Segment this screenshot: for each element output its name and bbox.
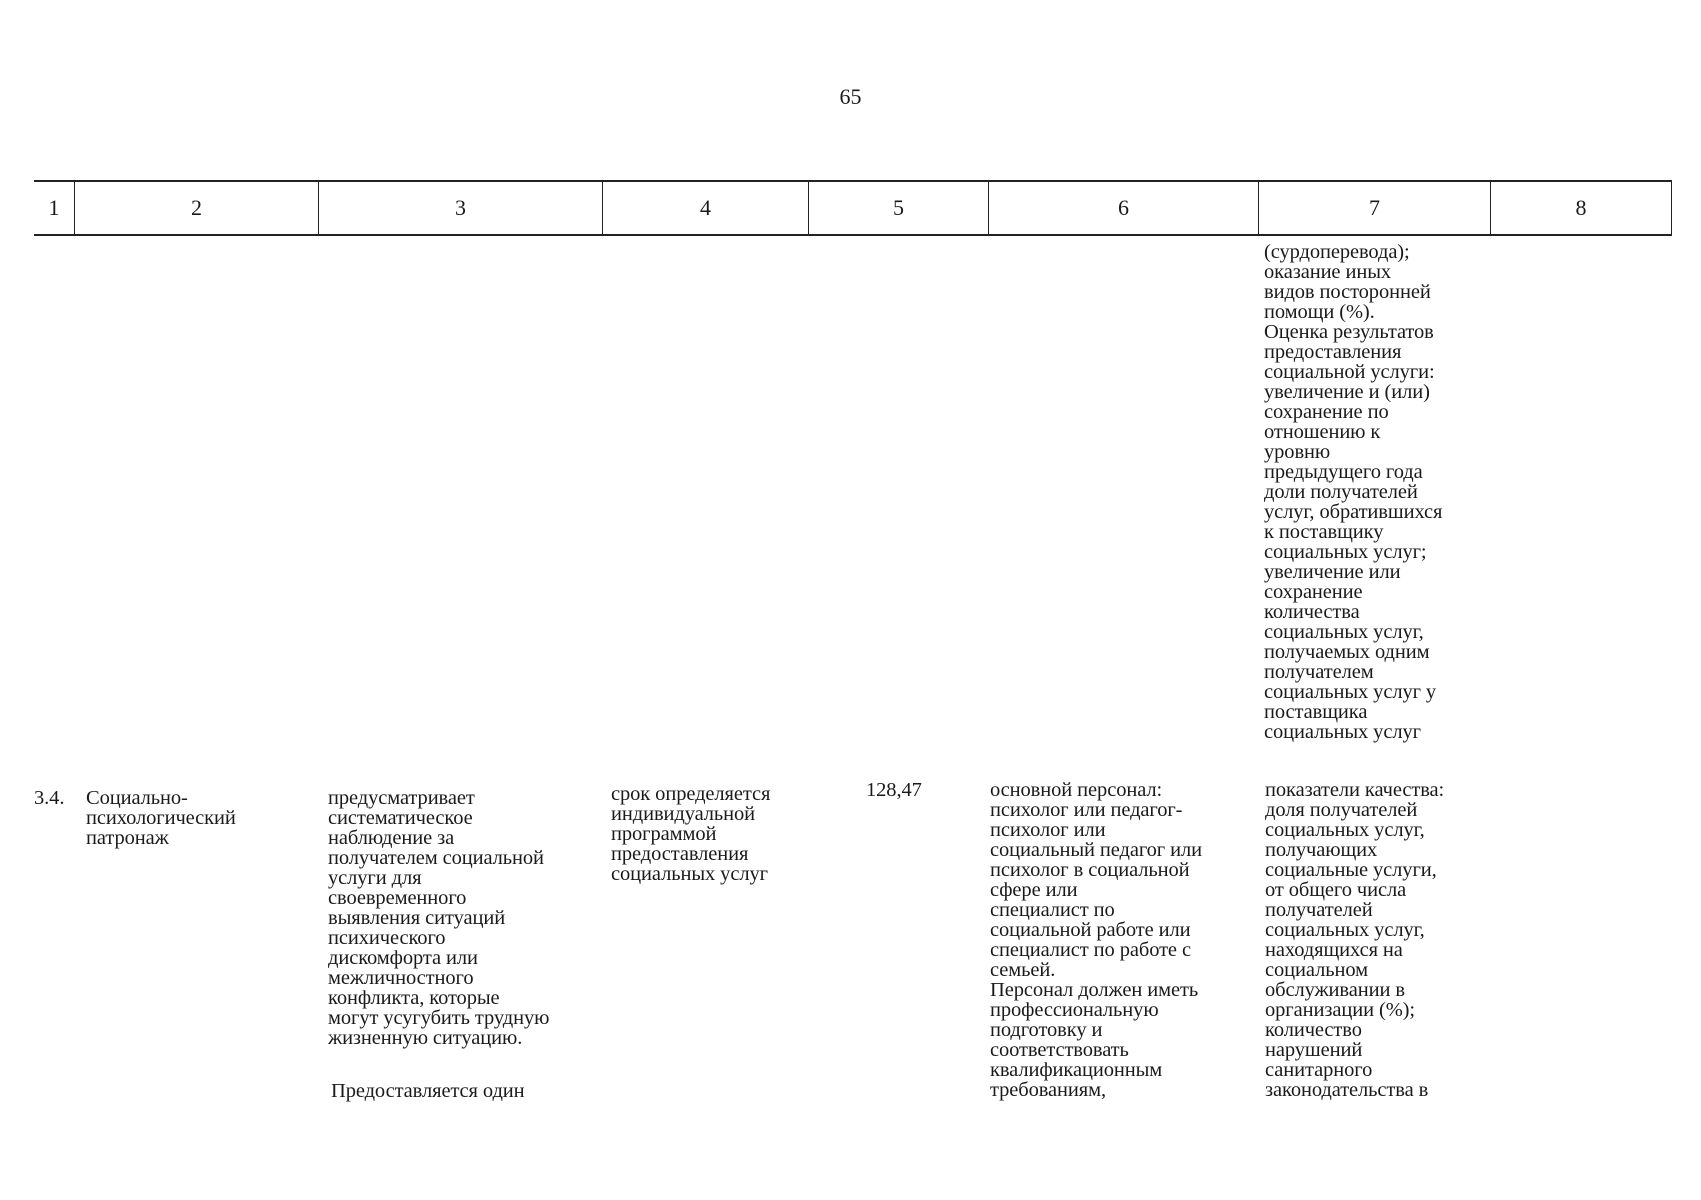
quality-indicators: показатели качества: доля получателей социальных услуг, получающих социальные услуги, от общего числа получателей социальных услуг, находящихся на социальном обслуживании в организации (%); количество нарушений санитарного законодательства в — [1265, 779, 1445, 1101]
header-col-4: 4 — [602, 182, 808, 234]
table-header-row — [34, 180, 1672, 236]
service-term: срок определяется индивидуальной программой предоставления социальных услуг — [611, 783, 771, 885]
header-col-5: 5 — [808, 182, 988, 234]
header-col-8: 8 — [1490, 182, 1672, 234]
service-description: предусматривает систематическое наблюдение за получателем социальной услуги для своевременного выявления ситуаций психического дискомфорта или межличностного конфликта, которые могут усугубить трудную жизненную ситуацию. — [328, 787, 550, 1049]
header-col-7: 7 — [1258, 182, 1490, 234]
header-col-6: 6 — [988, 182, 1258, 234]
page-number: 65 — [839, 84, 862, 109]
row-number: 3.4. — [34, 787, 65, 809]
header-col-1: 1 — [48, 195, 60, 220]
continuation-col7-text: (сурдоперевода); оказание иных видов посторонней помощи (%). Оценка результатов предоставления социальной услуги: увеличение и (или) сохранение по отношению к уровню предыдущего года доли получателей услуг, обратившихся к поставщику социальных услуг; увеличение или сохранение количества социальных услуг, получаемых одним получателем социальных услуг у поставщика социальных услуг — [1264, 241, 1443, 743]
header-col-2: 2 — [74, 182, 318, 234]
service-description-continued: Предоставляется один — [331, 1080, 525, 1102]
service-name: Социально- психологический патронаж — [86, 787, 236, 849]
header-col-3: 3 — [318, 182, 602, 234]
service-price: 128,47 — [866, 779, 922, 801]
service-staff: основной персонал: психолог или педагог- психолог или социальный педагог или психолог в социальной сфере или специалист по социальной работе или специалист по работе с семьей. Персонал должен иметь профессиональную подготовку и соответствовать квалификационным требованиям, — [990, 779, 1202, 1101]
